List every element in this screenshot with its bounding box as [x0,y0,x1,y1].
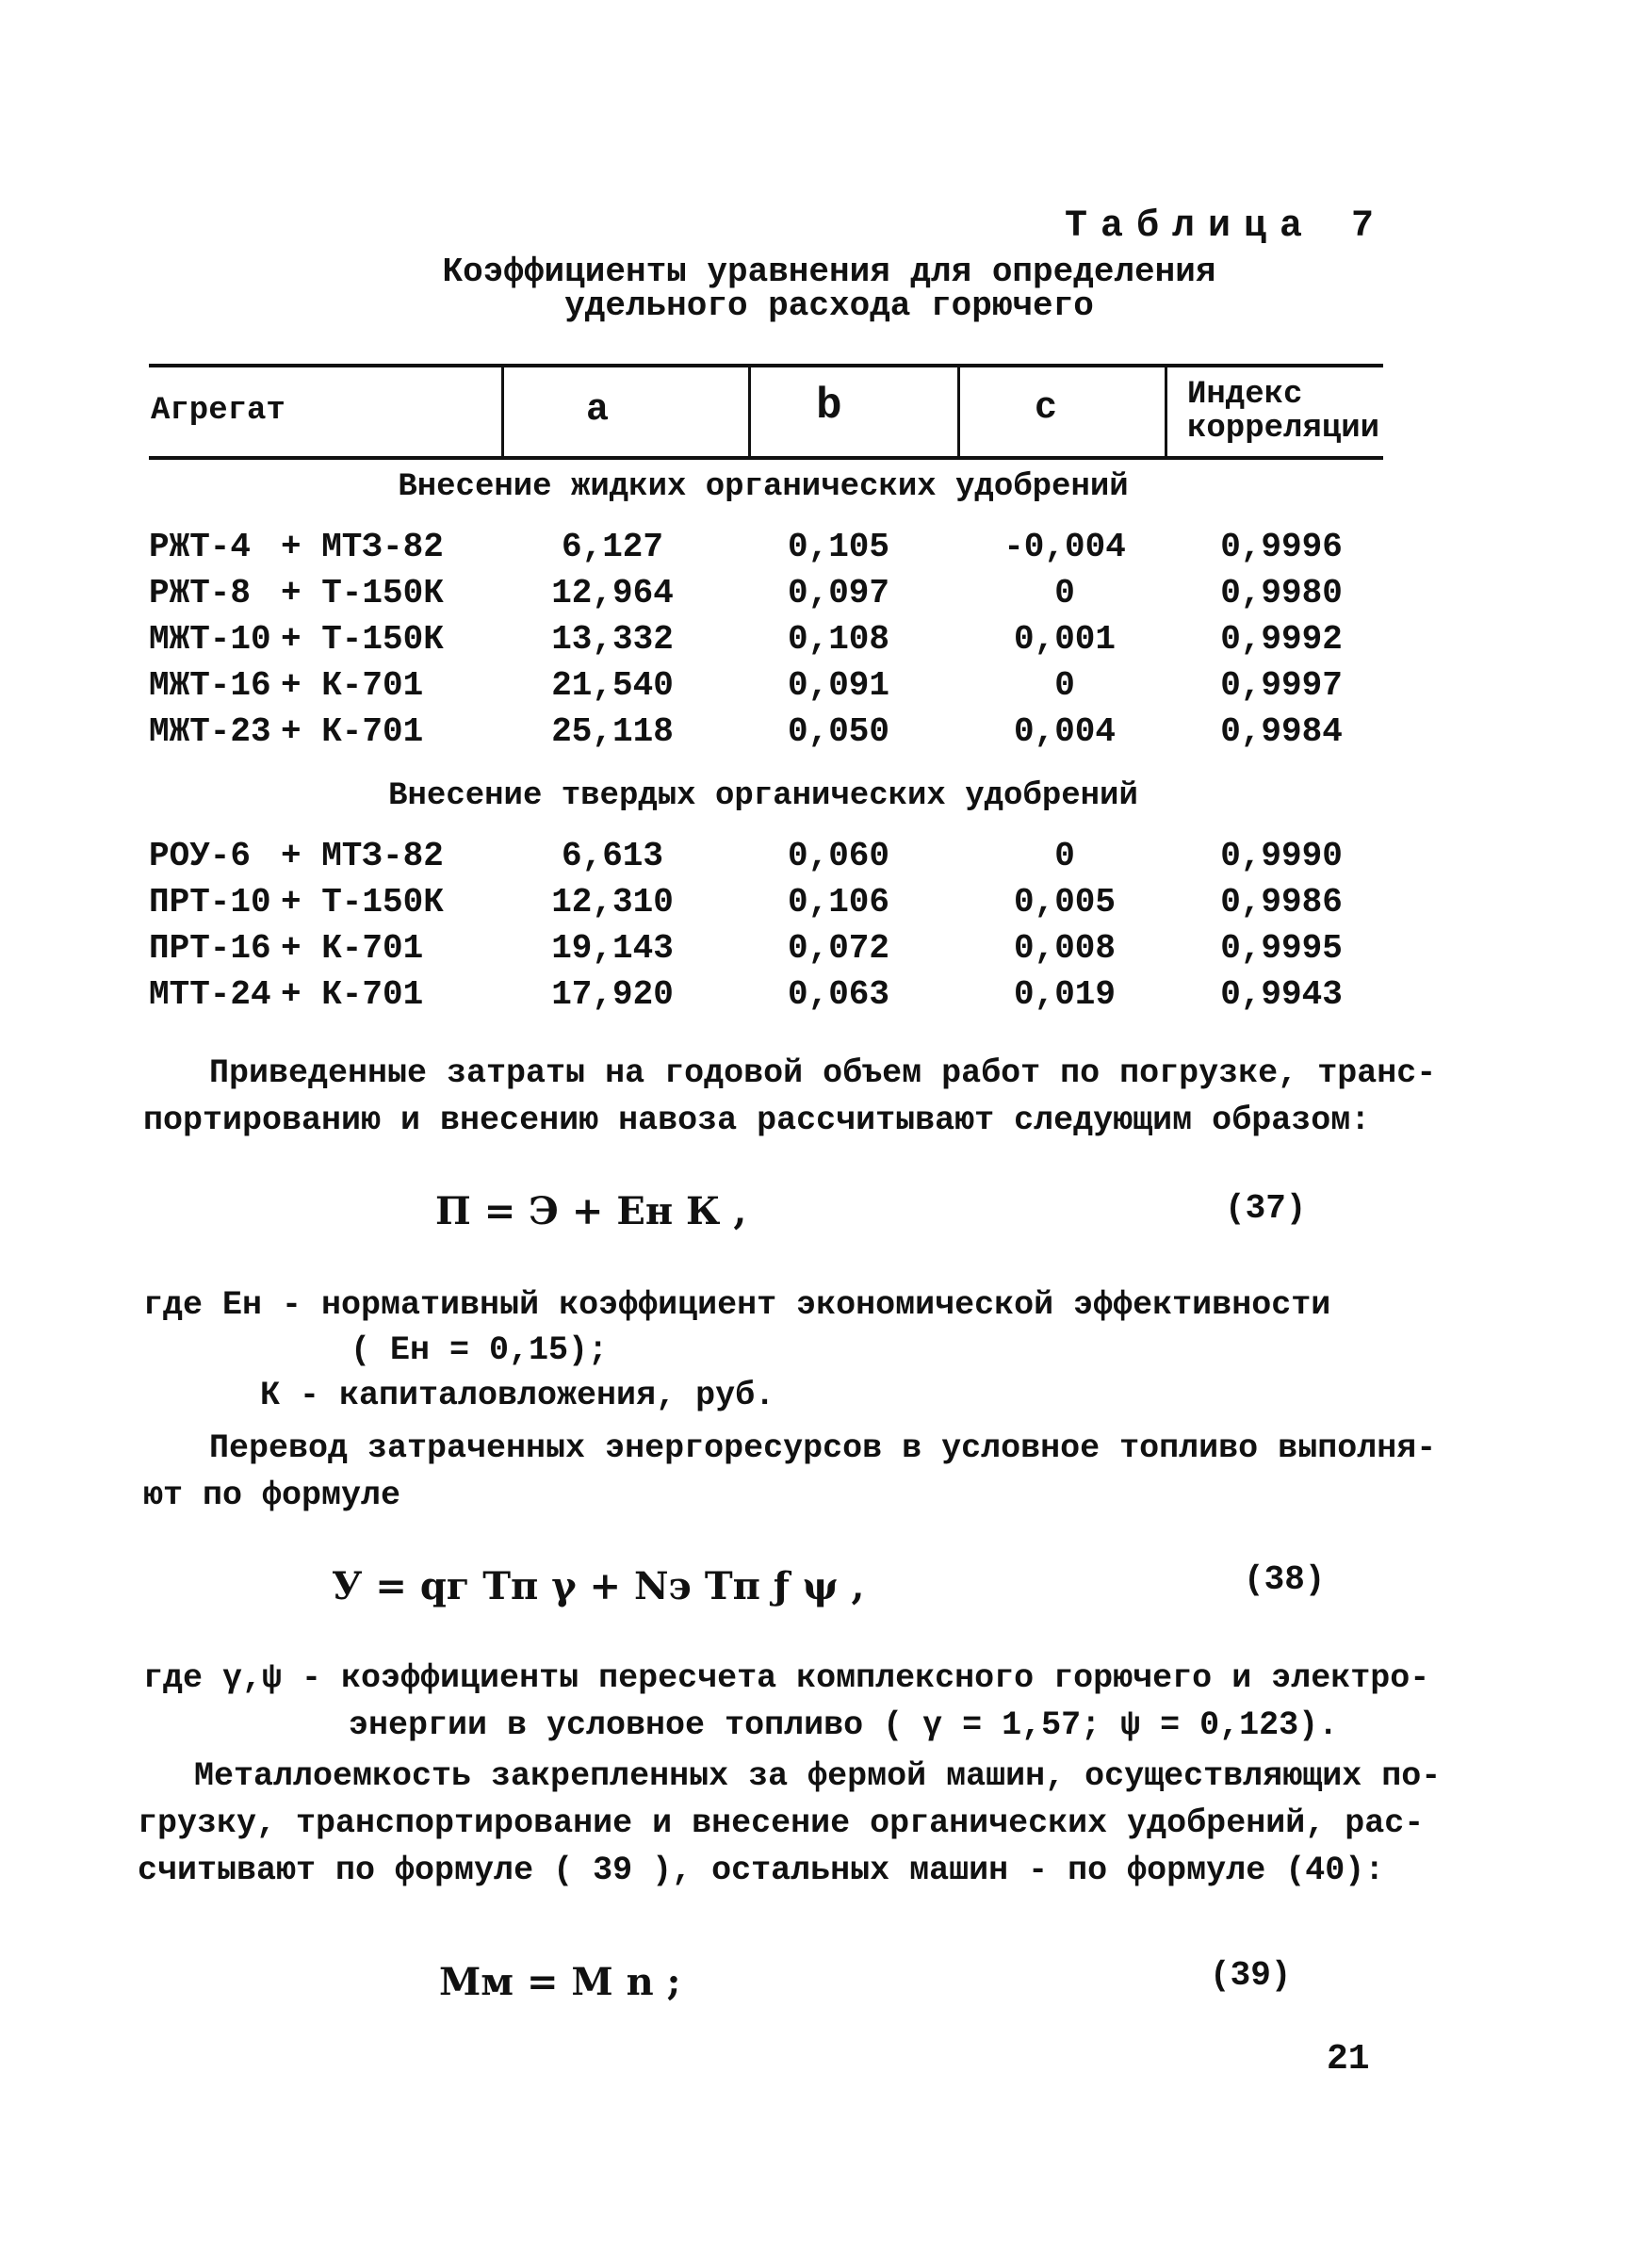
formula-38: У = qг Тп γ + Nэ Тп ƒ ψ , [332,1564,865,1608]
where-37-line2: ( Ен = 0,15); [351,1331,609,1369]
row-r: 0,9980 [1220,574,1343,612]
formula-37-number: (37) [1225,1189,1307,1228]
row-tractor: + МТЗ-82 [281,528,444,566]
header-aggregate: Агрегат [151,393,285,429]
formula-39: Мм = М n ; [439,1960,681,2004]
where-37-line3: К - капиталовложения, руб. [260,1377,775,1414]
formula-39-number: (39) [1210,1956,1292,1995]
row-c: 0 [1054,574,1075,612]
row-machine: РОУ-6 [149,837,252,875]
header-b: b [816,382,842,431]
row-a: 6,127 [561,528,664,566]
paragraph-1-line2: портированию и внесению навоза рассчитывают следующим образом: [143,1101,1371,1139]
row-machine: МЖТ-10 [149,620,271,659]
row-b: 0,091 [787,666,890,705]
row-tractor: + К-701 [281,712,424,751]
row-r: 0,9992 [1220,620,1343,659]
table-col-divider [1165,367,1167,456]
section-title-liquid: Внесение жидких органических удобрений [398,469,1129,505]
row-b: 0,063 [787,975,890,1014]
header-a: a [586,389,610,432]
row-tractor: + К-701 [281,929,424,968]
row-r: 0,9995 [1220,929,1343,968]
row-machine: ПРТ-16 [149,929,271,968]
where-37-line1: где Ен - нормативный коэффициент экономической эффективности [143,1286,1331,1324]
row-tractor: + К-701 [281,666,424,705]
row-machine: МТТ-24 [149,975,271,1014]
table-col-divider [501,367,504,456]
row-a: 19,143 [551,929,674,968]
row-b: 0,060 [787,837,890,875]
formula-37: П = Э + Eн К , [435,1189,747,1233]
row-b: 0,106 [787,883,890,922]
table-header-rule [149,456,1383,460]
paragraph-1-line1: Приведенные затраты на годовой объем работ по погрузке, транс- [209,1054,1437,1092]
table-caption-line1: Коэффициенты уравнения для определения [442,253,1216,291]
row-c: 0 [1054,837,1075,875]
row-b: 0,072 [787,929,890,968]
table-col-divider [957,367,960,456]
paragraph-2-line2: ют по формуле [143,1477,401,1514]
row-c: 0,005 [1013,883,1117,922]
row-b: 0,105 [787,528,890,566]
row-machine: РЖТ-4 [149,528,252,566]
row-tractor: + Т-150К [281,574,444,612]
table-label: Таблица 7 [1065,205,1388,248]
page-number: 21 [1327,2039,1370,2080]
row-c: 0,019 [1013,975,1117,1014]
paragraph-2-line1: Перевод затраченных энергоресурсов в условное топливо выполня- [209,1429,1437,1467]
row-r: 0,9984 [1220,712,1343,751]
row-a: 13,332 [551,620,674,659]
row-c: 0,004 [1013,712,1117,751]
row-tractor: + К-701 [281,975,424,1014]
header-index-line1: Индекс [1187,377,1303,413]
row-machine: МЖТ-16 [149,666,271,705]
table-caption-line2: удельного расхода горючего [564,286,1094,325]
row-r: 0,9997 [1220,666,1343,705]
row-r: 0,9943 [1220,975,1343,1014]
row-a: 12,310 [551,883,674,922]
paragraph-3-line1: Металлоемкость закрепленных за фермой машин, осуществляющих по- [194,1757,1442,1795]
row-a: 17,920 [551,975,674,1014]
table-col-divider [748,367,751,456]
where-38-line1: где γ,ψ - коэффициенты пересчета комплексного горючего и электро- [143,1659,1430,1697]
row-b: 0,097 [787,574,890,612]
row-tractor: + Т-150К [281,620,444,659]
paragraph-3-line3: считывают по формуле ( 39 ), остальных машин - по формуле (40): [138,1852,1385,1889]
row-c: -0,004 [1003,528,1126,566]
header-index-line2: корреляции [1187,411,1380,447]
header-c: c [1035,387,1058,430]
row-r: 0,9990 [1220,837,1343,875]
row-a: 6,613 [561,837,664,875]
paragraph-3-line2: грузку, транспортирование и внесение органических удобрений, рас- [138,1804,1425,1842]
row-b: 0,050 [787,712,890,751]
row-machine: РЖТ-8 [149,574,252,612]
row-c: 0,001 [1013,620,1117,659]
row-tractor: + МТЗ-82 [281,837,444,875]
row-a: 25,118 [551,712,674,751]
formula-38-number: (38) [1244,1560,1326,1599]
row-r: 0,9996 [1220,528,1343,566]
row-c: 0 [1054,666,1075,705]
row-r: 0,9986 [1220,883,1343,922]
row-a: 21,540 [551,666,674,705]
where-38-line2: энергии в условное топливо ( γ = 1,57; ψ = 0,123). [349,1706,1339,1744]
row-tractor: + Т-150К [281,883,444,922]
row-b: 0,108 [787,620,890,659]
table-top-rule [149,364,1383,367]
row-machine: ПРТ-10 [149,883,271,922]
row-c: 0,008 [1013,929,1117,968]
row-a: 12,964 [551,574,674,612]
section-title-solid: Внесение твердых органических удобрений [388,778,1138,814]
row-machine: МЖТ-23 [149,712,271,751]
